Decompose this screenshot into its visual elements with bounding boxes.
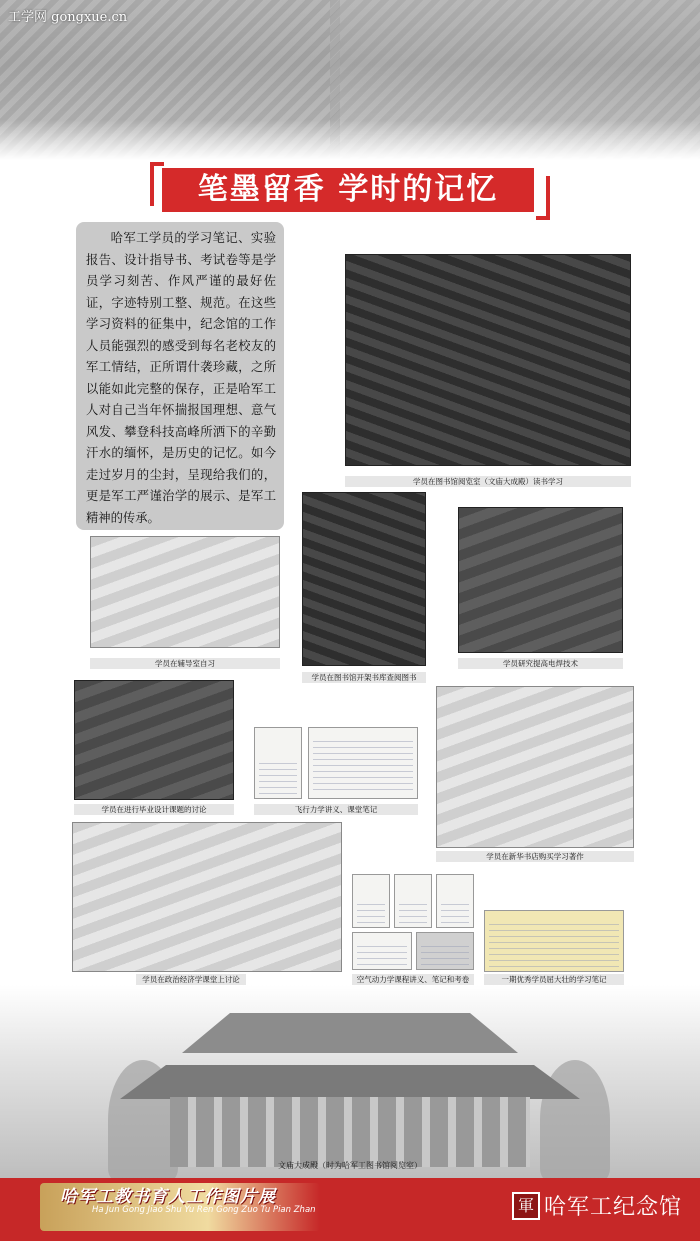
caption-aerodynamics-docs: 空气动力学课程讲义、笔记和考卷 (352, 974, 474, 985)
palace-hall (170, 1097, 530, 1167)
caption-excellent-student-notes: 一期优秀学员屈大壮的学习笔记 (484, 974, 624, 985)
doc-flight-mechanics-notes (308, 727, 418, 799)
footer-bar (0, 1178, 700, 1241)
footer-subtitle: Ha Jun Gong Jiao Shu Yu Ren Gong Zuo Tu Pian Zhan (92, 1205, 316, 1215)
caption-graduation-design: 学员在进行毕业设计课题的讨论 (74, 804, 234, 815)
top-banner-photo (0, 0, 700, 160)
photo-graduation-design (74, 680, 234, 800)
caption-welding: 学员研究提高电焊技术 (458, 658, 623, 669)
doc-aerodynamics-2 (394, 874, 432, 928)
photo-open-stacks (302, 492, 426, 666)
doc-aerodynamics-1 (352, 874, 390, 928)
palace-lower-roof (120, 1065, 580, 1099)
photo-political-economy (72, 822, 342, 972)
footer-title: 哈军工教书育人工作图片展 (60, 1187, 276, 1207)
caption-flight-mechanics-notes: 飞行力学讲义、课堂笔记 (254, 804, 418, 815)
caption-open-stacks: 学员在图书馆开架书库查阅图书 (302, 672, 426, 683)
museum-name: 哈军工纪念馆 (544, 1195, 683, 1220)
palace-upper-roof (150, 1013, 550, 1053)
caption-tutoring-room: 学员在辅导室自习 (90, 658, 280, 669)
doc-excellent-student-notes (484, 910, 624, 972)
palace-background-photo (0, 985, 700, 1180)
caption-political-economy: 学员在政治经济学课堂上讨论 (136, 974, 246, 985)
photo-welding (458, 507, 623, 653)
museum-logo-icon: 軍 (512, 1192, 540, 1220)
section-title: 笔墨留香 学时的记忆 (162, 168, 534, 212)
intro-text: 哈军工学员的学习笔记、实验报告、设计指导书、考试卷等是学员学习刻苦、作风严谨的最好佐证，字迹特别工整、规范。在这些学习资料的征集中，纪念馆的工作人员能强烈的感受到每名老校友的军工情结，正所谓什袭珍藏，之所以能如此完整的保存，正是哈军工人对自己当年怀揣报国理想、意气风发、攀登科技高峰所洒下的辛勤汗水的缅怀，是历史的记忆。如今走过岁月的尘封，呈现给我们的，更是军工严谨治学的展示、是军工精神的传承。 (76, 222, 284, 530)
doc-aerodynamics-3 (436, 874, 474, 928)
photo-xinhua-bookstore (436, 686, 634, 848)
doc-aerodynamics-notes (352, 932, 412, 970)
site-watermark: 工学网 gongxue.cn (8, 10, 128, 25)
doc-aerodynamics-exam (416, 932, 474, 970)
photo-library-reading-room (345, 254, 631, 466)
bracket-right (536, 176, 550, 220)
doc-flight-mechanics-cover (254, 727, 302, 799)
section-title-frame (150, 162, 550, 220)
photo-tutoring-room (90, 536, 280, 648)
caption-xinhua-bookstore: 学员在新华书店购买学习著作 (436, 851, 634, 862)
caption-palace: 文庙大成殿（时为哈军工图书馆阅览室） (278, 1161, 422, 1170)
banner-fade (0, 120, 700, 160)
caption-library-reading-room: 学员在图书馆阅览室（文庙大成殿）读书学习 (345, 476, 631, 487)
